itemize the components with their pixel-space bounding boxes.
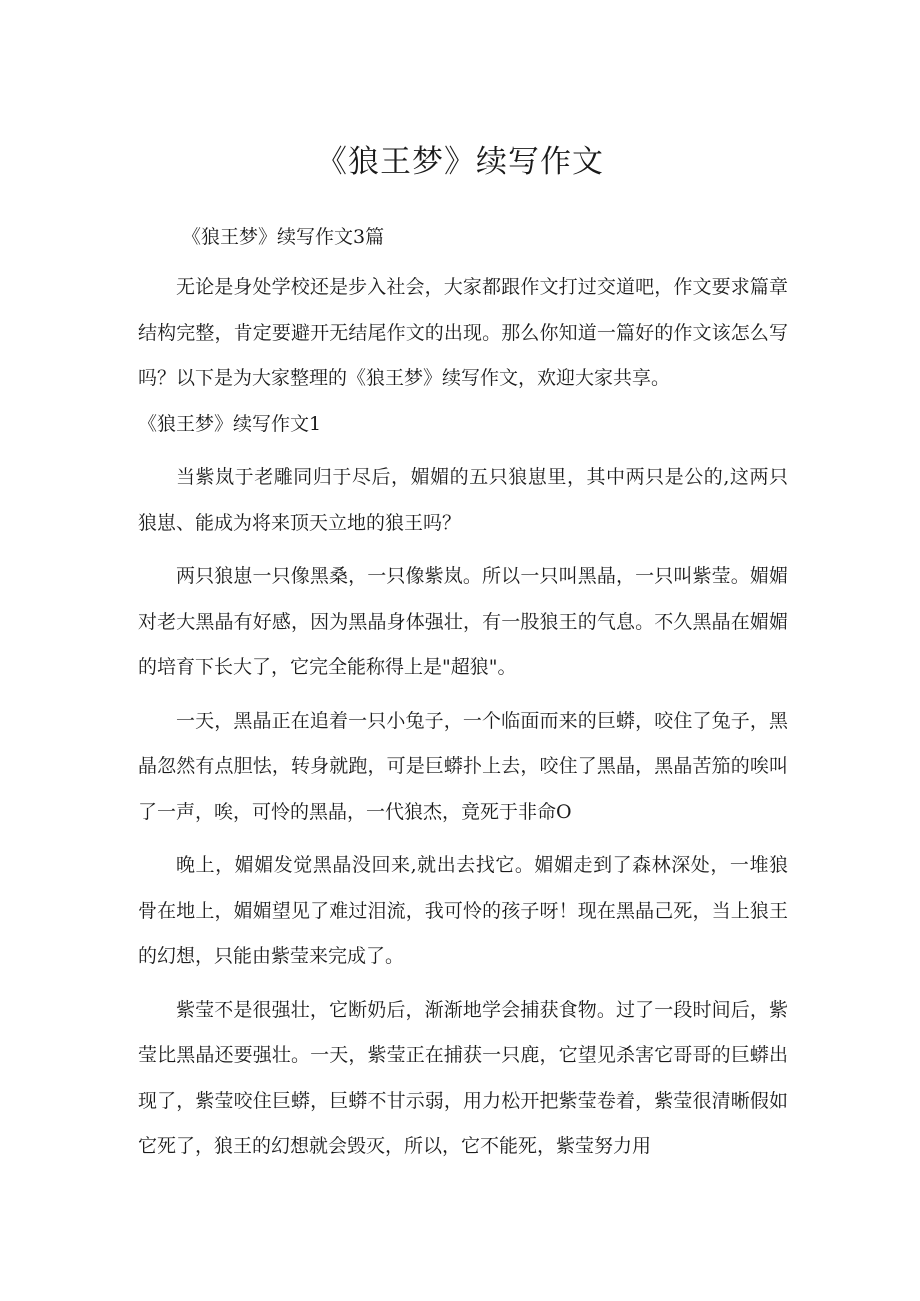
subtitle: 《狼王梦》续写作文3篇 [182,226,385,248]
story-paragraph: 晚上，媚媚发觉黑晶没回来,就出去找它。媚媚走到了森林深处，一堆狼骨在地上，媚媚望见了难过泪流，我可怜的孩子呀！现在黑晶己死，当上狼王的幻想，只能由紫莹来完成了。 [138,854,788,967]
story-paragraph: 紫莹不是很强壮，它断奶后，渐渐地学会捕获食物。过了一段时间后，紫莹比黑晶还要强壮。一天，紫莹正在捕获一只鹿，它望见杀害它哥哥的巨蟒出现了，紫莹咬住巨蟒，巨蟒不甘示弱，用力松开把紫莹卷着，紫莹很清晰假如它死了，狼王的幻想就会毁灭，所以，它不能死，紫莹努力用 [138,998,788,1157]
page-title: 《狼王梦》续写作文 [316,144,604,180]
story-paragraph: 当紫岚于老雕同归于尽后，媚媚的五只狼崽里，其中两只是公的,这两只狼崽、能成为将来顶天立地的狼王吗？ [138,466,788,534]
section-heading: 《狼王梦》续写作文1 [138,412,322,435]
document-body [138,265,788,1170]
intro-paragraph: 无论是身处学校还是步入社会，大家都跟作文打过交道吧，作文要求篇章结构完整，肯定要避开无结尾作文的出现。那么你知道一篇好的作文该怎么写吗？以下是为大家整理的《狼王梦》续写作文，欢迎大家共享。 [138,276,788,389]
story-paragraph: 一天，黑晶正在追着一只小兔子，一个临面而来的巨蟒，咬住了兔子，黑晶忽然有点胆怯，转身就跑，可是巨蟒扑上去，咬住了黑晶，黑晶苦笳的唉叫了一声，唉，可怜的黑晶，一代狼杰，竟死于非命O [138,709,788,823]
story-paragraph: 两只狼崽一只像黑桑，一只像紫岚。所以一只叫黑晶，一只叫紫莹。媚媚对老大黑晶有好感，因为黑晶身体强壮，有一股狼王的气息。不久黑晶在媚媚的培育下长大了，它完全能称得上是"超狼"。 [138,565,788,678]
